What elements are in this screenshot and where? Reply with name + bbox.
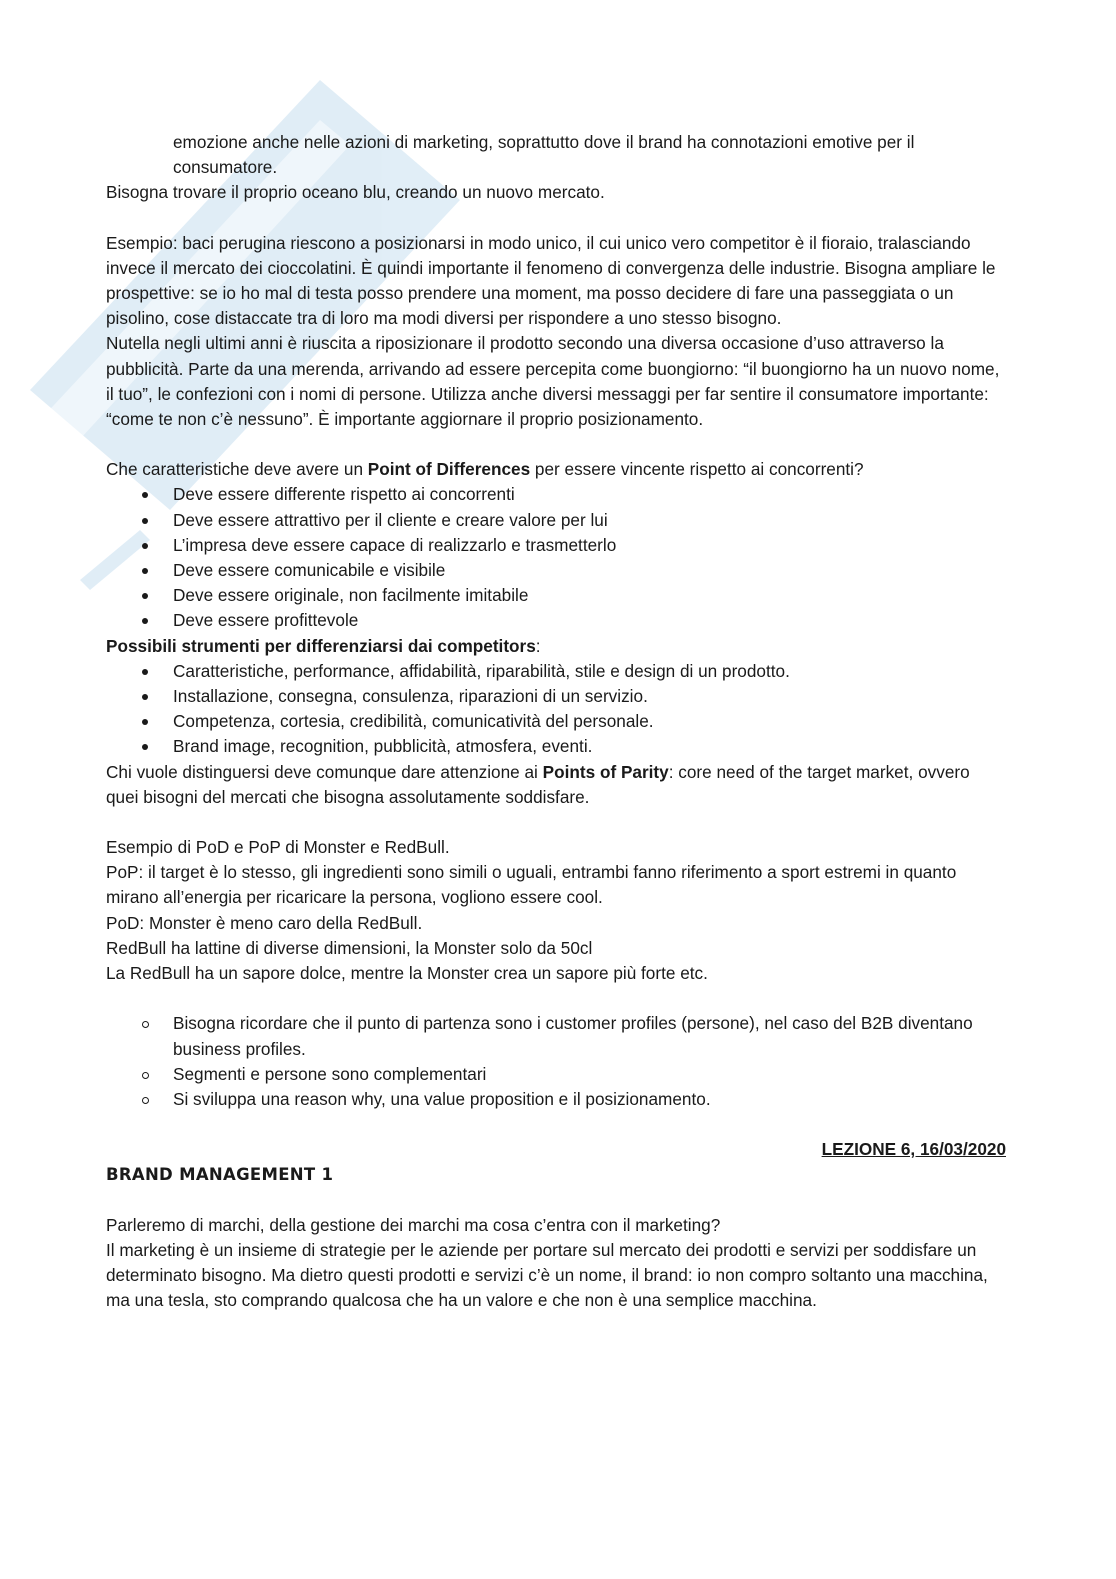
- example-line: La RedBull ha un sapore dolce, mentre la Monster crea un sapore più forte etc.: [106, 963, 708, 984]
- paragraph-brand-marketing: Il marketing è un insieme di strategie per le aziende per portare sul mercato dei prodotti e servizi per soddisfare un determinato bisogno. Ma dietro questi prodotti e servizi c’è un nome, il brand: io non compro soltanto una macchina, ma una tesla, sto comprando qualcosa che ha un valore e che non è una semplice macchina.: [106, 1239, 988, 1311]
- section-heading: BRAND MANAGEMENT 1: [106, 1165, 334, 1185]
- list-item: Deve essere attrattivo per il cliente e creare valore per lui: [106, 508, 1006, 533]
- list-item: Competenza, cortesia, credibilità, comunicatività del personale.: [106, 709, 1006, 734]
- lesson-date: LEZIONE 6, 16/03/2020: [821, 1139, 1006, 1160]
- tools-heading: Possibili strumenti per differenziarsi dai competitors:: [106, 635, 541, 656]
- list-item: Deve essere originale, non facilmente imitabile: [106, 583, 1006, 608]
- document-page: [106, 130, 1006, 1313]
- example-pod: PoD: Monster è meno caro della RedBull.: [106, 912, 423, 933]
- list-item: Installazione, consegna, consulenza, riparazioni di un servizio.: [106, 684, 1006, 709]
- paragraph-points-of-parity: Chi vuole distinguersi deve comunque dare attenzione ai Points of Parity: core need of the target market, ovvero quei bisogni del mercati che bisogna assolutamente soddisfare.: [106, 761, 970, 807]
- list-item: Si sviluppa una reason why, una value proposition e il posizionamento.: [106, 1087, 1006, 1112]
- list-item: Deve essere profittevole: [106, 608, 1006, 633]
- list-item: Caratteristiche, performance, affidabilità, riparabilità, stile e design di un prodotto.: [106, 659, 1006, 684]
- paragraph-brand-question: Parleremo di marchi, della gestione dei marchi ma cosa c’entra con il marketing?: [106, 1214, 721, 1235]
- list-item: L’impresa deve essere capace di realizzarlo e trasmetterlo: [106, 533, 1006, 558]
- list-item: Deve essere comunicabile e visibile: [106, 558, 1006, 583]
- list-item: Bisogna ricordare che il punto di partenza sono i customer profiles (persone), nel caso del B2B diventano business profiles.: [106, 1011, 1006, 1061]
- pod-question: Che caratteristiche deve avere un Point of Differences per essere vincente rispetto ai concorrenti?: [106, 459, 864, 480]
- list-item: Brand image, recognition, pubblicità, atmosfera, eventi.: [106, 734, 1006, 759]
- paragraph-blue-ocean: Bisogna trovare il proprio oceano blu, creando un nuovo mercato.: [106, 182, 605, 203]
- example-title: Esempio di PoD e PoP di Monster e RedBull.: [106, 837, 450, 858]
- list-item: Deve essere differente rispetto ai concorrenti: [106, 482, 1006, 507]
- paragraph-baci-example: Esempio: baci perugina riescono a posizionarsi in modo unico, il cui unico vero competitor è il fioraio, tralasciando invece il mercato dei cioccolatini. È quindi importante il fenomeno di convergenza delle industrie. Bisogna ampliare le prospettive: se io ho mal di testa posso prendere una moment, ma posso decidere di fare una passeggiata o un pisolino, cose distaccate tra di loro ma modi diversi per rispondere a uno stesso bisogno.: [106, 232, 996, 329]
- example-line: RedBull ha lattine di diverse dimensioni, la Monster solo da 50cl: [106, 937, 593, 958]
- list-item: Segmenti e persone sono complementari: [106, 1062, 1006, 1087]
- pod-list: [106, 482, 1006, 633]
- tools-list: [106, 659, 1006, 760]
- paragraph-continuation: emozione anche nelle azioni di marketing, soprattutto dove il brand ha connotazioni emotive per il consumatore.: [173, 132, 915, 178]
- example-pop: PoP: il target è lo stesso, gli ingredienti sono simili o uguali, entrambi fanno riferimento a sport estremi in quanto mirano all’energia per ricaricare la persona, vogliono essere cool.: [106, 862, 957, 908]
- paragraph-nutella: Nutella negli ultimi anni è riuscita a riposizionare il prodotto secondo una diversa occasione d’uso attraverso la pubblicità. Parte da una merenda, arrivando ad essere percepita come buongiorno: “il buongiorno ha un nuovo nome, il tuo”, le confezioni con i nomi di persone. Utilizza anche diversi messaggi per far sentire il consumatore importante: “come te non c’è nessuno”. È importante aggiornare il proprio posizionamento.: [106, 333, 1000, 430]
- circle-list: [106, 1011, 1006, 1112]
